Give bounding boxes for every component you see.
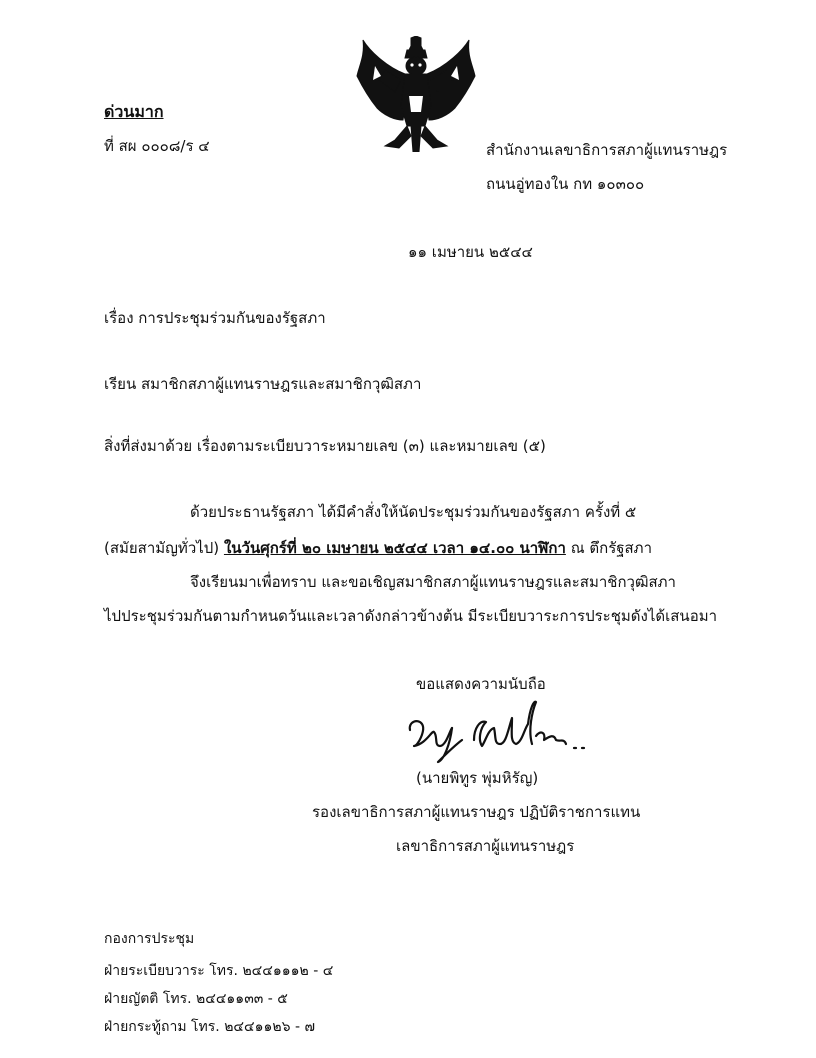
body-line-1: ด้วยประธานรัฐสภา ได้มีคำสั่งให้นัดประชุมร่วมกันของรัฐสภา ครั้งที่ ๕	[190, 503, 637, 521]
contact-line: ฝ่ายญัตติ โทร. ๒๔๔๑๑๓๓ - ๕	[104, 991, 288, 1007]
reference-number: ที่ สผ ๐๐๐๘/ร ๔	[104, 137, 210, 155]
body-line-2-start: (สมัยสามัญทั่วไป)	[104, 539, 224, 557]
body-line-4: ไปประชุมร่วมกันตามกำหนดวันและเวลาดังกล่าวข้างต้น มีระเบียบวาระการประชุมดังได้เสนอมา	[104, 607, 718, 625]
meeting-datetime: ในวันศุกร์ที่ ๒๐ เมษายน ๒๕๔๔ เวลา ๑๔.๐๐ นาฬิกา	[223, 539, 566, 557]
urgency-label: ด่วนมาก	[104, 102, 164, 121]
subject-line: เรื่อง การประชุมร่วมกันของรัฐสภา	[104, 309, 326, 327]
contact-line: ฝ่ายระเบียบวาระ โทร. ๒๔๔๑๑๑๒ - ๔	[104, 963, 334, 979]
office-name: สำนักงานเลขาธิการสภาผู้แทนราษฎร	[486, 141, 728, 159]
garuda-emblem-icon	[355, 36, 477, 152]
closing-regards: ขอแสดงความนับถือ	[416, 675, 546, 693]
office-address: ถนนอู่ทองใน กท ๑๐๓๐๐	[486, 175, 645, 193]
body-line-2	[104, 536, 652, 560]
contact-line: ฝ่ายกระทู้ถาม โทร. ๒๔๔๑๑๒๖ - ๗	[104, 1019, 315, 1035]
signer-title-line-2: เลขาธิการสภาผู้แทนราษฎร	[396, 837, 575, 855]
department-name: กองการประชุม	[104, 931, 195, 947]
signer-title-line-1: รองเลขาธิการสภาผู้แทนราษฎร ปฏิบัติราชการแทน	[312, 803, 641, 821]
recipient-line: เรียน สมาชิกสภาผู้แทนราษฎรและสมาชิกวุฒิสภา	[104, 375, 422, 393]
signer-name: (นายพิทูร พุ่มหิรัญ)	[416, 769, 539, 787]
handwritten-signature	[404, 700, 594, 764]
enclosure-line: สิ่งที่ส่งมาด้วย เรื่องตามระเบียบวาระหมายเลข (๓) และหมายเลข (๕)	[104, 437, 546, 455]
document-date: ๑๑ เมษายน ๒๕๔๔	[408, 243, 533, 261]
body-line-3: จึงเรียนมาเพื่อทราบ และขอเชิญสมาชิกสภาผู้แทนราษฎรและสมาชิกวุฒิสภา	[190, 573, 676, 591]
body-line-2-end: ณ ตึกรัฐสภา	[565, 539, 652, 557]
